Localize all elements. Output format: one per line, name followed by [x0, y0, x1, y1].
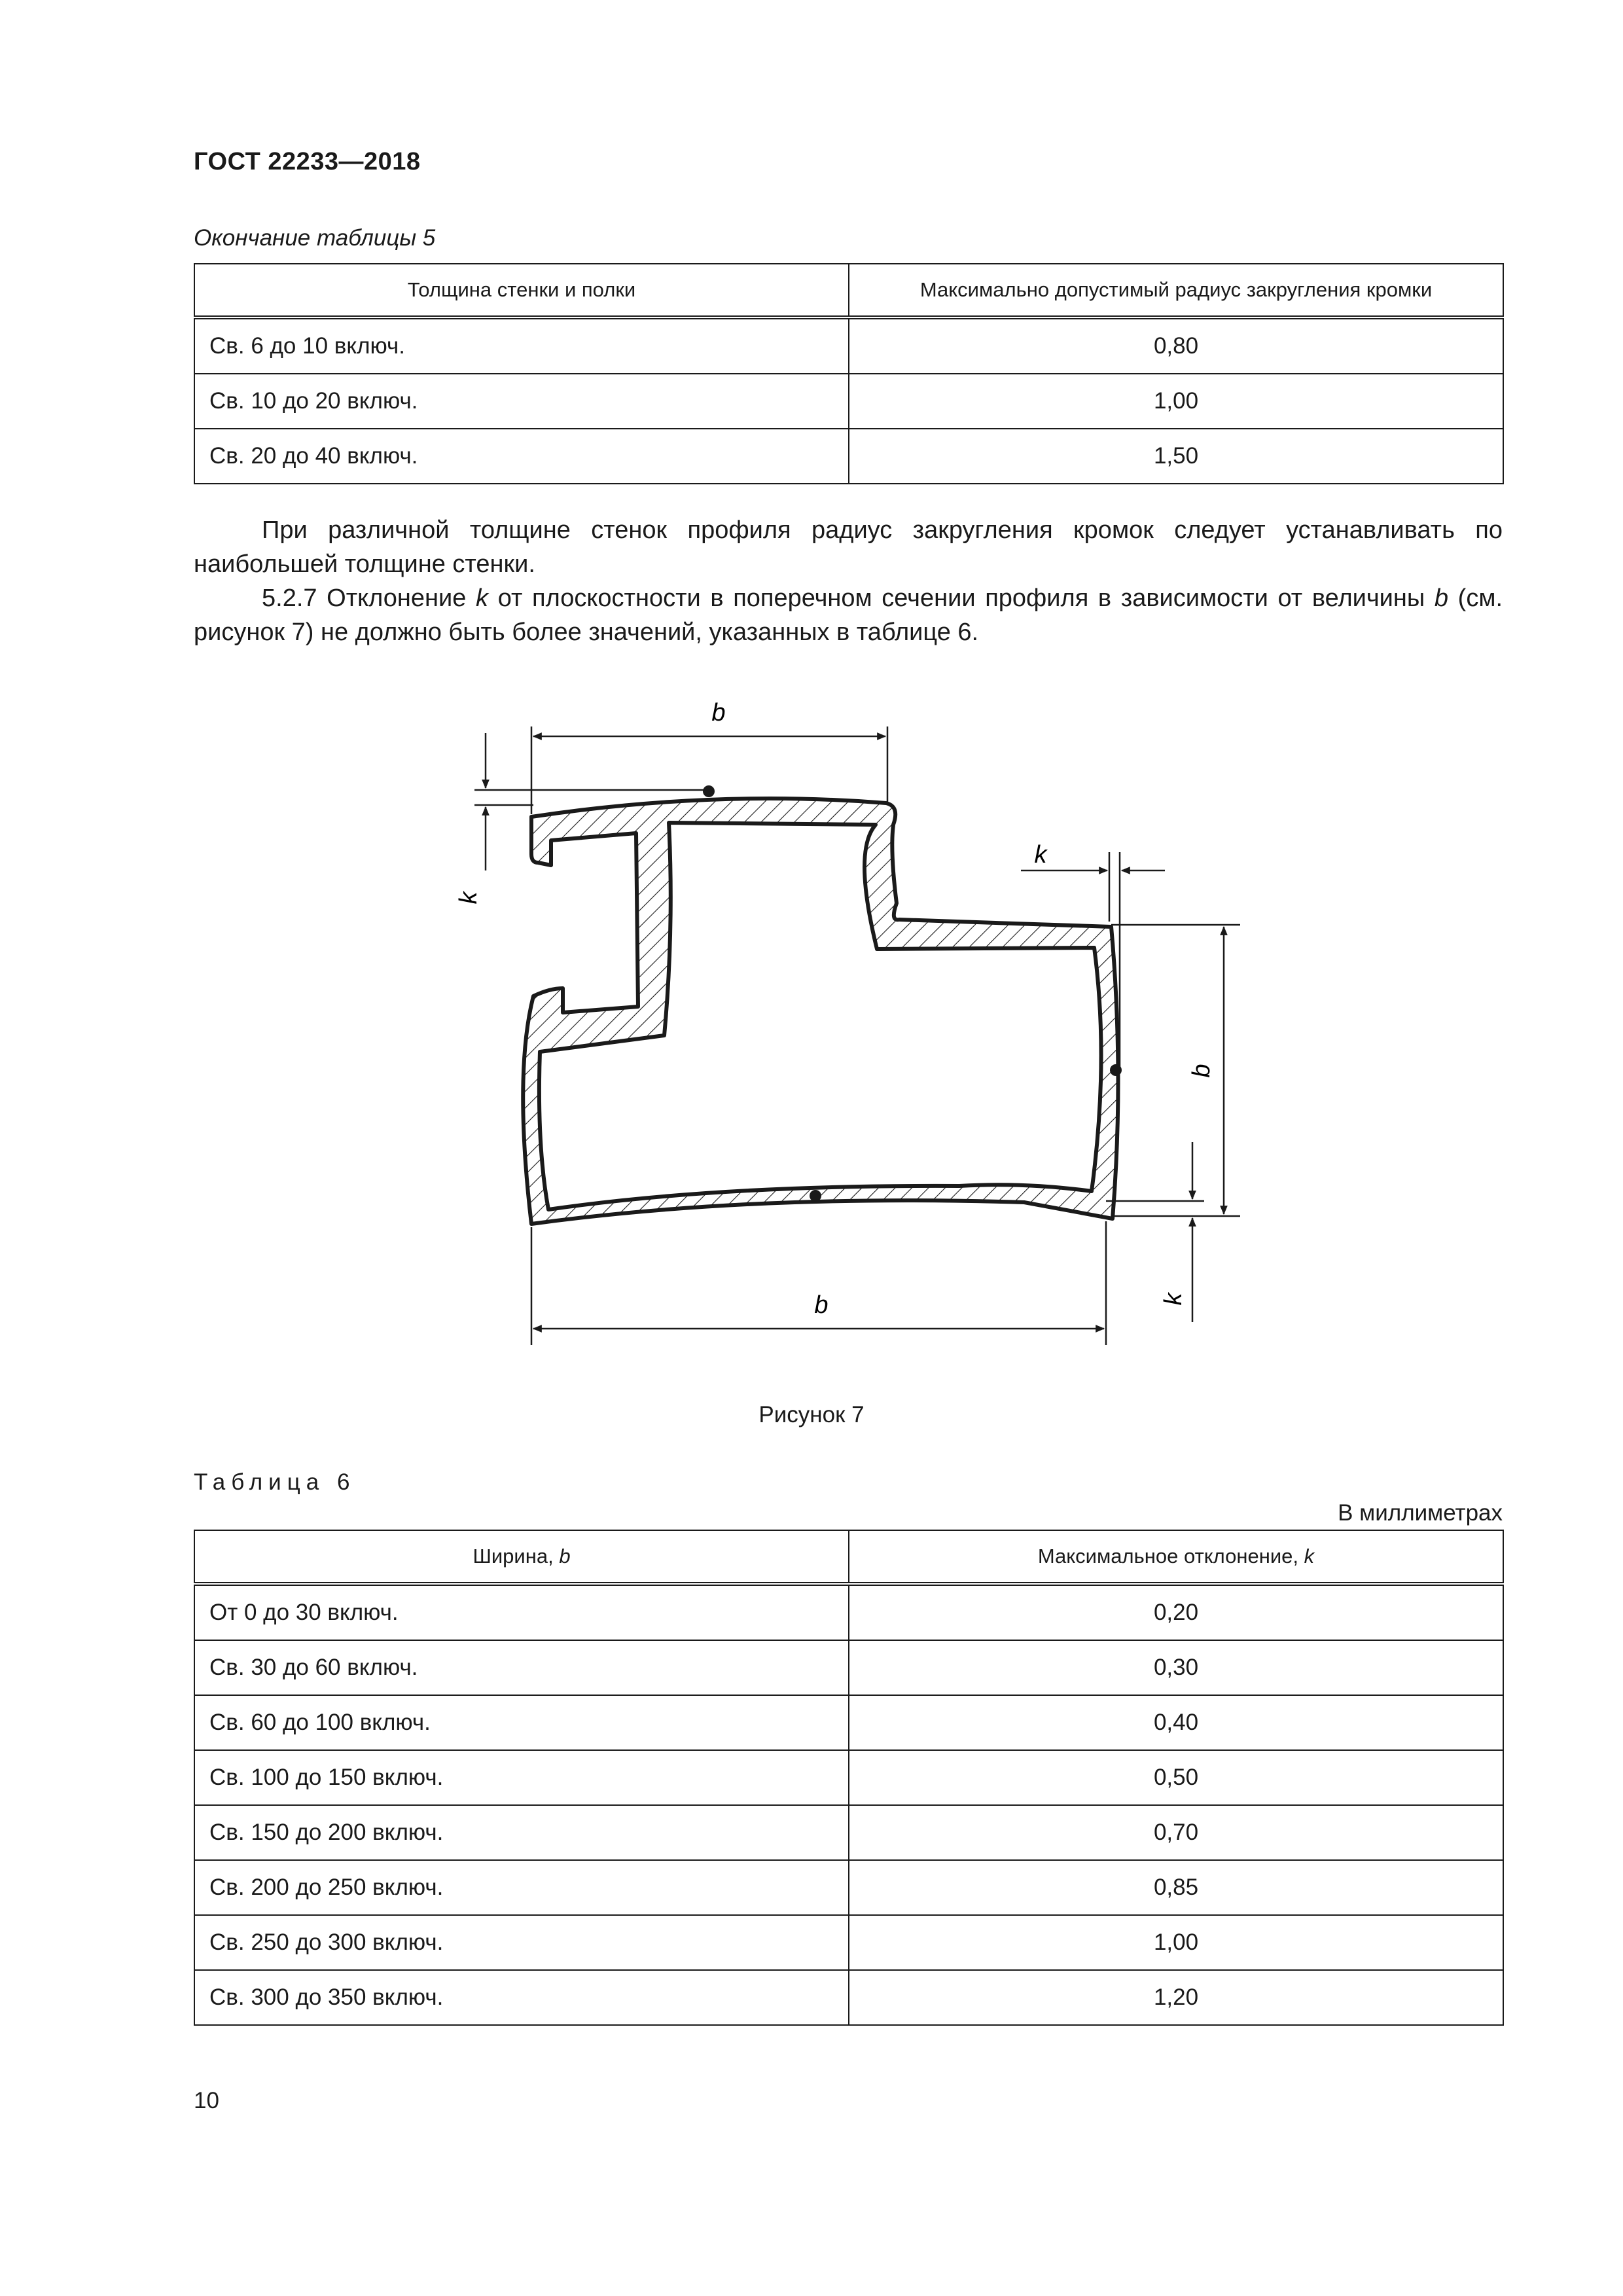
table-row [194, 1695, 1503, 1750]
table-cell: 1,50 [849, 429, 1503, 484]
label-k-right: k [1034, 841, 1047, 869]
variable-k: k [476, 584, 489, 612]
table-row [194, 1640, 1503, 1695]
table-cell: Св. 250 до 300 включ. [194, 1915, 849, 1970]
table-cell: Св. 20 до 40 включ. [194, 429, 849, 484]
table-row [194, 1915, 1503, 1970]
table-row [194, 1805, 1503, 1860]
table-cell: От 0 до 30 включ. [194, 1584, 849, 1640]
label-k-bottom: k [1160, 1293, 1187, 1306]
table-cell: 1,00 [849, 374, 1503, 429]
table-row [194, 1584, 1503, 1640]
table-cell: Св. 300 до 350 включ. [194, 1970, 849, 2025]
paragraph-text: При различной толщине стенок профиля радиус закругления кромок следует устанавливать по наибольшей толщине стенки. [194, 516, 1503, 578]
table-row [194, 317, 1503, 374]
table-row [194, 374, 1503, 429]
variable-b: b [1434, 584, 1449, 612]
column-header-deviation [849, 1530, 1503, 1584]
table-cell: 0,30 [849, 1640, 1503, 1695]
column-header-radius: Максимально допустимый радиус закругления кромки [849, 264, 1503, 317]
table-cell: 1,00 [849, 1915, 1503, 1970]
paragraph-5-2-7 [194, 581, 1503, 649]
table-cell: 0,50 [849, 1750, 1503, 1805]
label-b-bottom: b [814, 1291, 829, 1319]
table-header-row [194, 1530, 1503, 1584]
table-5 [194, 263, 1504, 484]
table-cell: Св. 150 до 200 включ. [194, 1805, 849, 1860]
table-cell: Св. 6 до 10 включ. [194, 317, 849, 374]
table-cell: Св. 10 до 20 включ. [194, 374, 849, 429]
column-header-thickness: Толщина стенки и полки [194, 264, 849, 317]
header-text: Максимальное отклонение, [1037, 1545, 1304, 1568]
table-cell: 0,80 [849, 317, 1503, 374]
table-row [194, 1860, 1503, 1915]
table5-caption: Окончание таблицы 5 [194, 225, 436, 251]
figure-7-profile-diagram [0, 681, 1623, 1388]
table-cell: 0,70 [849, 1805, 1503, 1860]
table-cell: 0,40 [849, 1695, 1503, 1750]
table-row [194, 1970, 1503, 2025]
table-cell: 1,20 [849, 1970, 1503, 2025]
column-header-width [194, 1530, 849, 1584]
label-b-right: b [1188, 1064, 1215, 1078]
page-number: 10 [194, 2088, 219, 2113]
table6-label: Таблица 6 [194, 1469, 356, 1495]
paragraph-edge-radius [194, 513, 1503, 581]
table-row [194, 1750, 1503, 1805]
table-cell: Св. 200 до 250 включ. [194, 1860, 849, 1915]
measure-point-bottom [810, 1190, 821, 1202]
table-6 [194, 1530, 1504, 2026]
table-cell: 0,85 [849, 1860, 1503, 1915]
table-cell: Св. 30 до 60 включ. [194, 1640, 849, 1695]
paragraph-text: (см. рисунок 7) не должно быть более значений, указанных в таблице 6. [194, 584, 1503, 646]
variable-b: b [559, 1545, 571, 1568]
figure-caption: Рисунок 7 [758, 1402, 865, 1427]
measure-point-top [703, 785, 715, 797]
page-header: ГОСТ 22233—2018 [194, 148, 421, 175]
label-b-top: b [711, 699, 726, 726]
paragraph-text: от плоскостности в поперечном сечении профиля в зависимости от величины [497, 584, 1425, 612]
table-row [194, 429, 1503, 484]
header-text: Ширина, [473, 1545, 560, 1568]
variable-k: k [1304, 1545, 1315, 1568]
table-cell: 0,20 [849, 1584, 1503, 1640]
table6-units: В миллиметрах [1338, 1500, 1503, 1526]
profile-section [523, 798, 1118, 1224]
table-cell: Св. 100 до 150 включ. [194, 1750, 849, 1805]
table-cell: Св. 60 до 100 включ. [194, 1695, 849, 1750]
label-k-left: k [455, 891, 482, 905]
table-header-row [194, 264, 1503, 317]
paragraph-text: 5.2.7 Отклонение [262, 584, 467, 612]
